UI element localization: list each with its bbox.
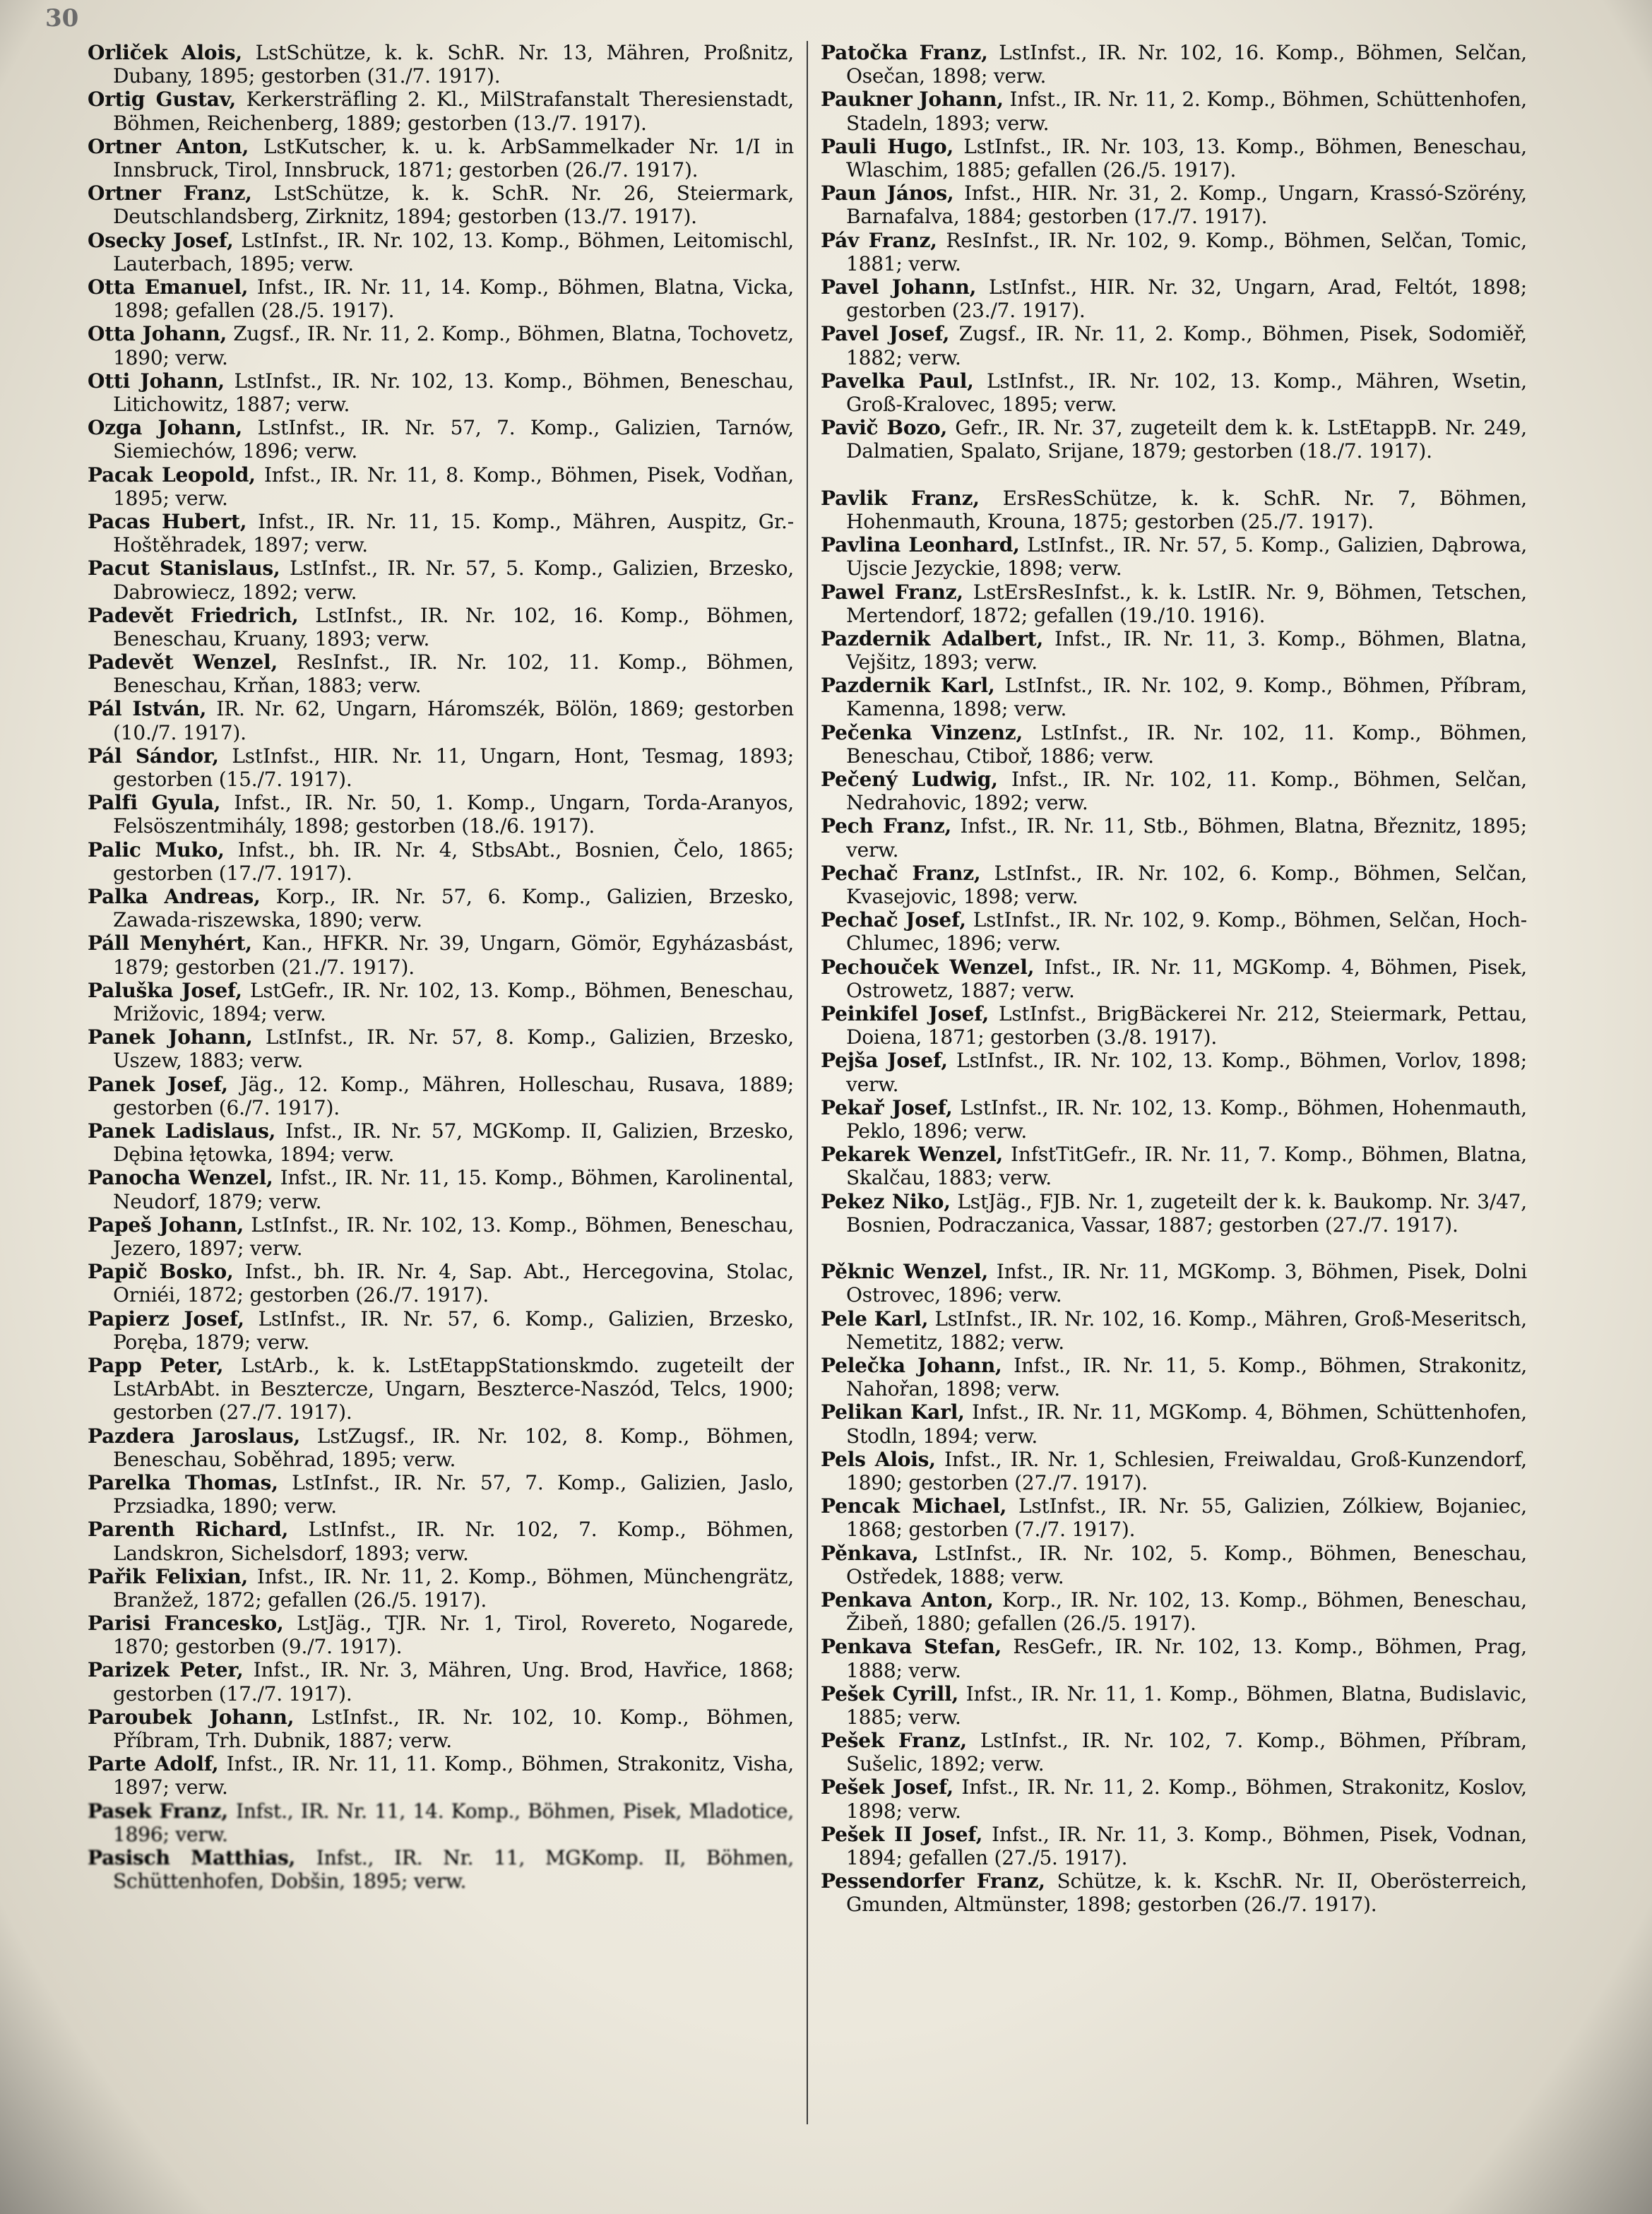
list-item	[821, 1448, 1527, 1494]
list-item	[821, 908, 1527, 955]
list-item	[821, 135, 1527, 181]
list-item	[88, 229, 794, 275]
list-item	[88, 1846, 794, 1893]
entry-details: Kan., HFKR. Nr. 39, Ungarn, Gömör, Egyházasbást, 1879; gestorben (21./7. 1917).	[113, 932, 794, 979]
list-item	[88, 557, 794, 603]
right-column	[821, 41, 1527, 1917]
entry-details: LstInfst., IR. Nr. 57, 5. Komp., Galizien, Brzesko, Dabrowiecz, 1892; verw.	[113, 557, 794, 604]
page-number: 30	[45, 4, 79, 32]
entry-details: Infst., bh. IR. Nr. 4, Sap. Abt., Hercegovina, Stolac, Orniéi, 1872; gestorben (26./7. 1917).	[113, 1260, 794, 1307]
list-item	[821, 369, 1527, 416]
list-item	[821, 1869, 1527, 1916]
entry-details: LstInfst., IR. Nr. 102, 13. Komp., Böhmen, Beneschau, Jezero, 1897; verw.	[113, 1213, 794, 1260]
list-item	[88, 1213, 794, 1260]
list-item	[88, 1025, 794, 1072]
entry-details: Infst., IR. Nr. 11, MGKomp. 4, Böhmen, Pisek, Ostrowetz, 1887; verw.	[846, 955, 1527, 1002]
entry-details: Zugsf., IR. Nr. 11, 2. Komp., Böhmen, Pisek, Sodomiěř, 1882; verw.	[846, 322, 1527, 369]
entry-name: Pavelka Paul,	[821, 369, 974, 393]
list-item	[88, 885, 794, 932]
entry-name: Pasisch Matthias,	[88, 1846, 296, 1870]
entry-name: Pacut Stanislaus,	[88, 557, 280, 581]
entry-name: Pekař Josef,	[821, 1095, 953, 1119]
list-item	[88, 1424, 794, 1471]
entry-name: Panek Ladislaus,	[88, 1119, 276, 1143]
list-item	[821, 487, 1527, 533]
entry-name: Patočka Franz,	[821, 41, 988, 64]
entry-details: Infst., IR. Nr. 102, 11. Komp., Böhmen, Selčan, Nedrahovic, 1892; verw.	[846, 768, 1527, 815]
entry-details: LstInfst., IR. Nr. 102, 5. Komp., Böhmen, Beneschau, Ostředek, 1888; verw.	[846, 1541, 1527, 1588]
entry-name: Pessendorfer Franz,	[821, 1869, 1045, 1893]
entry-name: Ortner Anton,	[88, 134, 249, 158]
left-column	[88, 41, 794, 1893]
list-item	[821, 322, 1527, 369]
entry-name: Ortner Franz,	[88, 181, 252, 206]
list-item	[88, 416, 794, 463]
entry-name: Ozga Johann,	[88, 416, 243, 440]
list-item	[821, 1307, 1527, 1354]
entry-details: LstSchütze, k. k. SchR. Nr. 13, Mähren, Proßnitz, Dubany, 1895; gestorben (31./7. 1917).	[113, 41, 794, 88]
entry-details: LstInfst., IR. Nr. 102, 13. Komp., Mähren, Wsetin, Groß-Kralovec, 1895; verw.	[846, 369, 1527, 416]
entry-name: Pazdera Jaroslaus,	[88, 1424, 301, 1448]
entry-details: LstSchütze, k. k. SchR. Nr. 26, Steiermark, Deutschlandsberg, Zirknitz, 1894; gestorben (13./7. 1917).	[113, 181, 794, 229]
entry-details: LstInfst., IR. Nr. 102, 13. Komp., Böhmen, Hohenmauth, Peklo, 1896; verw.	[846, 1095, 1527, 1143]
entry-details: Infst., IR. Nr. 57, MGKomp. II, Galizien, Brzesko, Dębina łętowka, 1894; verw.	[113, 1119, 794, 1167]
entry-name: Pech Franz,	[821, 814, 952, 838]
entry-name: Pál István,	[88, 697, 207, 721]
entry-name: Padevět Friedrich,	[88, 603, 299, 627]
list-item	[88, 1658, 794, 1705]
list-item	[88, 744, 794, 791]
list-item	[88, 1799, 794, 1846]
entry-name: Pavlina Leonhard,	[821, 533, 1020, 557]
entry-details: ErsResSchütze, k. k. SchR. Nr. 7, Böhmen, Hohenmauth, Krouna, 1875; gestorben (25./7. 1917).	[846, 486, 1527, 533]
entry-name: Papp Peter,	[88, 1353, 224, 1377]
list-item	[88, 1119, 794, 1166]
list-item	[88, 1706, 794, 1752]
entry-name: Pencak Michael,	[821, 1494, 1007, 1518]
entry-details: Infst., IR. Nr. 11, MGKomp. 4, Böhmen, Schüttenhofen, Stodln, 1894; verw.	[846, 1400, 1527, 1448]
entry-name: Pařik Felixian,	[88, 1564, 249, 1588]
entry-details: Infst., IR. Nr. 11, 5. Komp., Böhmen, Strakonitz, Nahořan, 1898; verw.	[846, 1353, 1527, 1401]
list-item	[821, 41, 1527, 88]
entry-name: Pels Alois,	[821, 1447, 936, 1471]
entry-details: Jäg., 12. Komp., Mähren, Holleschau, Rusava, 1889; gestorben (6./7. 1917).	[113, 1072, 794, 1119]
list-item	[88, 838, 794, 885]
list-item	[821, 1260, 1527, 1307]
list-item	[88, 1307, 794, 1354]
entry-details: Schütze, k. k. KschR. Nr. II, Oberösterreich, Gmunden, Altmünster, 1898; gestorben (26./7. 1917).	[846, 1869, 1527, 1917]
list-item	[88, 181, 794, 228]
entry-details: LstInfst., IR. Nr. 102, 9. Komp., Böhmen, Příbram, Kamenna, 1898; verw.	[846, 674, 1527, 721]
entry-details: LstJäg., TJR. Nr. 1, Tirol, Rovereto, Nogarede, 1870; gestorben (9./7. 1917).	[113, 1612, 794, 1659]
entry-details: LstInfst., IR. Nr. 55, Galizien, Zólkiew, Bojaniec, 1868; gestorben (7./7. 1917).	[846, 1494, 1527, 1542]
list-item	[821, 956, 1527, 1002]
entry-name: Pěknic Wenzel,	[821, 1260, 989, 1284]
entry-name: Páv Franz,	[821, 228, 937, 252]
entry-details: Infst., IR. Nr. 11, 2. Komp., Böhmen, Münchengrätz, Branžež, 1872; gefallen (26./5. 1917).	[113, 1564, 794, 1612]
entry-name: Pawel Franz,	[821, 580, 963, 604]
list-item	[821, 581, 1527, 627]
entry-details: Gefr., IR. Nr. 37, zugeteilt dem k. k. LstEtappB. Nr. 249, Dalmatien, Spalato, Srijane, 1879; gestorben (18./7. 1917).	[846, 416, 1527, 463]
entry-details: LstInfst., IR. Nr. 102, 6. Komp., Böhmen, Selčan, Kvasejovic, 1898; verw.	[846, 861, 1527, 909]
list-item	[821, 229, 1527, 275]
entry-name: Pacas Hubert,	[88, 509, 247, 533]
list-item	[821, 768, 1527, 814]
entry-details: LstGefr., IR. Nr. 102, 13. Komp., Böhmen, Beneschau, Mrižovic, 1894; verw.	[113, 978, 794, 1026]
entry-name: Pešek Franz,	[821, 1729, 967, 1753]
entry-details: LstInfst., IR. Nr. 57, 7. Komp., Galizien, Jaslo, Przsiadka, 1890; verw.	[113, 1470, 794, 1518]
entry-details: Infst., IR. Nr. 11, 8. Komp., Böhmen, Pisek, Vodňan, 1895; verw.	[113, 463, 794, 510]
entry-details: LstJäg., FJB. Nr. 1, zugeteilt der k. k. Baukomp. Nr. 3/47, Bosnien, Podraczanica, Vassar, 1887; gestorben (27./7. 1917).	[846, 1189, 1527, 1237]
entry-name: Parenth Richard,	[88, 1518, 289, 1542]
entry-details: Infst., IR. Nr. 11, 14. Komp., Böhmen, Blatna, Vicka, 1898; gefallen (28./5. 1917).	[113, 275, 794, 323]
list-item	[821, 1542, 1527, 1588]
entry-details: Infst., HIR. Nr. 31, 2. Komp., Ungarn, Krassó-Szörény, Barnafalva, 1884; gestorben (17./7. 1917).	[846, 181, 1527, 229]
entry-name: Ortig Gustav,	[88, 88, 237, 112]
list-item	[821, 181, 1527, 228]
entry-name: Pechač Josef,	[821, 908, 966, 932]
entry-name: Pál Sándor,	[88, 744, 219, 768]
entry-name: Pechouček Wenzel,	[821, 955, 1035, 979]
entry-name: Otta Johann,	[88, 322, 227, 346]
entry-details: LstInfst., IR. Nr. 102, 13. Komp., Böhmen, Beneschau, Litichowitz, 1887; verw.	[113, 369, 794, 416]
entry-name: Osecky Josef,	[88, 228, 234, 252]
entry-details: Infst., IR. Nr. 11, MGKomp. II, Böhmen, Schüttenhofen, Dobšin, 1895; verw.	[113, 1846, 794, 1893]
list-item	[821, 1049, 1527, 1095]
entry-details: Kerkersträfling 2. Kl., MilStrafanstalt Theresienstadt, Böhmen, Reichenberg, 1889; gestorben (13./7. 1917).	[113, 88, 794, 135]
entry-details: LstInfst., IR. Nr. 102, 10. Komp., Böhmen, Příbram, Trh. Dubnik, 1887; verw.	[113, 1705, 794, 1753]
entry-name: Pekarek Wenzel,	[821, 1143, 1004, 1167]
entry-details: LstInfst., IR. Nr. 102, 16. Komp., Böhmen, Selčan, Osečan, 1898; verw.	[846, 41, 1527, 88]
list-item	[821, 1400, 1527, 1447]
entry-name: Papierz Josef,	[88, 1307, 244, 1331]
entry-details: LstKutscher, k. u. k. ArbSammelkader Nr. 1/I in Innsbruck, Tirol, Innsbruck, 1871; gestorben (26./7. 1917).	[113, 134, 794, 181]
entry-details: LstInfst., IR. Nr. 57, 8. Komp., Galizien, Brzesko, Uszew, 1883; verw.	[113, 1025, 794, 1073]
list-item	[88, 1565, 794, 1612]
list-item	[88, 1354, 794, 1424]
entry-name: Panocha Wenzel,	[88, 1166, 273, 1190]
entry-details: LstInfst., IR. Nr. 102, 7. Komp., Böhmen, Landskron, Sichelsdorf, 1893; verw.	[113, 1518, 794, 1565]
list-item	[821, 1190, 1527, 1261]
entry-details: LstInfst., HIR. Nr. 11, Ungarn, Hont, Tesmag, 1893; gestorben (15./7. 1917).	[113, 744, 794, 792]
list-item	[821, 88, 1527, 134]
entry-name: Pavel Josef,	[821, 322, 950, 346]
entry-details: LstArb., k. k. LstEtappStationskmdo. zugeteilt der LstArbAbt. in Besztercze, Ungarn, Beszterce-Naszód, Telcs, 1900; gestorben (27./7. 1917).	[113, 1353, 794, 1424]
list-item	[88, 1612, 794, 1658]
entry-name: Páll Menyhért,	[88, 932, 252, 956]
entry-details: Infst., bh. IR. Nr. 4, StbsAbt., Bosnien, Čelo, 1865; gestorben (17./7. 1917).	[113, 838, 794, 885]
entry-details: LstInfst., IR. Nr. 102, 7. Komp., Böhmen, Příbram, Sušelic, 1892; verw.	[846, 1729, 1527, 1776]
list-item	[821, 1002, 1527, 1049]
entry-name: Pečený Ludwig,	[821, 768, 998, 792]
list-item	[88, 1073, 794, 1119]
entry-details: Infst., IR. Nr. 50, 1. Komp., Ungarn, Torda-Aranyos, Felsöszentmihály, 1898; gestorben (18./6. 1917).	[113, 791, 794, 838]
entry-details: Korp., IR. Nr. 57, 6. Komp., Galizien, Brzesko, Zawada-riszewska, 1890; verw.	[113, 885, 794, 932]
list-item	[88, 41, 794, 88]
list-item	[88, 369, 794, 416]
entry-details: ResGefr., IR. Nr. 102, 13. Komp., Böhmen, Prag, 1888; verw.	[846, 1635, 1527, 1682]
entry-details: Infst., IR. Nr. 11, 2. Komp., Böhmen, Schüttenhofen, Stadeln, 1893; verw.	[846, 88, 1527, 135]
entry-name: Pazdernik Karl,	[821, 674, 995, 698]
entry-details: LstInfst., BrigBäckerei Nr. 212, Steiermark, Pettau, Doiena, 1871; gestorben (3./8. 1917).	[846, 1002, 1527, 1049]
list-item	[88, 1166, 794, 1213]
entry-details: LstInfst., IR. Nr. 102, 16. Komp., Böhmen, Beneschau, Kruany, 1893; verw.	[113, 603, 794, 650]
entry-name: Paukner Johann,	[821, 88, 1004, 112]
entry-name: Pešek Josef,	[821, 1775, 953, 1799]
entry-details: ResInfst., IR. Nr. 102, 9. Komp., Böhmen, Selčan, Tomic, 1881; verw.	[846, 228, 1527, 275]
list-item	[88, 604, 794, 650]
list-item	[821, 275, 1527, 322]
entry-name: Papeš Johann,	[88, 1213, 244, 1237]
list-item	[88, 1518, 794, 1564]
entry-details: LstInfst., IR. Nr. 102, 13. Komp., Böhmen, Leitomischl, Lauterbach, 1895; verw.	[113, 228, 794, 275]
entry-name: Parte Adolf,	[88, 1752, 219, 1776]
entry-details: Infst., IR. Nr. 11, MGKomp. 3, Böhmen, Pisek, Dolni Ostrovec, 1896; verw.	[846, 1260, 1527, 1307]
list-item	[821, 721, 1527, 768]
entry-details: Infst., IR. Nr. 1, Schlesien, Freiwaldau, Groß-Kunzendorf, 1890; gestorben (27./7. 1917).	[846, 1447, 1527, 1494]
entry-details: Infst., IR. Nr. 3, Mähren, Ung. Brod, Havřice, 1868; gestorben (17./7. 1917).	[113, 1658, 794, 1706]
entry-name: Pechač Franz,	[821, 861, 981, 885]
entry-name: Pacak Leopold,	[88, 463, 256, 487]
entry-name: Pěnkava,	[821, 1541, 919, 1565]
entry-name: Pele Karl,	[821, 1307, 929, 1331]
entry-name: Pešek II Josef,	[821, 1822, 983, 1846]
list-item	[88, 1471, 794, 1518]
entry-name: Pazdernik Adalbert,	[821, 626, 1044, 650]
list-item	[821, 1588, 1527, 1635]
entry-details: Infst., IR. Nr. 11, 3. Komp., Böhmen, Blatna, Vejšitz, 1893; verw.	[846, 626, 1527, 674]
entry-details: Infst., IR. Nr. 11, 2. Komp., Böhmen, Strakonitz, Koslov, 1898; verw.	[846, 1775, 1527, 1823]
entry-name: Orliček Alois,	[88, 41, 242, 64]
list-item	[88, 1260, 794, 1307]
entry-name: Palfi Gyula,	[88, 791, 221, 815]
list-item	[821, 1823, 1527, 1869]
list-item	[821, 814, 1527, 861]
list-item	[88, 88, 794, 134]
entry-name: Parizek Peter,	[88, 1658, 244, 1682]
entry-name: Padevět Wenzel,	[88, 650, 278, 674]
entry-details: Infst., IR. Nr. 11, 15. Komp., Böhmen, Karolinental, Neudorf, 1879; verw.	[113, 1166, 794, 1213]
entry-name: Parelka Thomas,	[88, 1470, 278, 1494]
entry-name: Otta Emanuel,	[88, 275, 249, 299]
entry-name: Pavič Bozo,	[821, 416, 948, 440]
list-item	[821, 1682, 1527, 1729]
list-item	[821, 1635, 1527, 1682]
entry-name: Panek Johann,	[88, 1025, 253, 1049]
entry-name: Paluška Josef,	[88, 978, 242, 1002]
list-item	[821, 1143, 1527, 1189]
entry-details: LstInfst., HIR. Nr. 32, Ungarn, Arad, Feltót, 1898; gestorben (23./7. 1917).	[846, 275, 1527, 323]
list-item	[821, 533, 1527, 580]
entry-name: Pavlik Franz,	[821, 486, 980, 510]
entry-details: Infst., IR. Nr. 11, 14. Komp., Böhmen, Pisek, Mladotice, 1896; verw.	[113, 1799, 794, 1846]
entry-details: LstInfst., IR. Nr. 57, 7. Komp., Galizien, Tarnów, Siemiechów, 1896; verw.	[113, 416, 794, 463]
entry-details: LstInfst., IR. Nr. 57, 6. Komp., Galizien, Brzesko, Poręba, 1879; verw.	[113, 1307, 794, 1354]
entry-details: Infst., IR. Nr. 11, 1. Komp., Böhmen, Blatna, Budislavic, 1885; verw.	[846, 1682, 1527, 1729]
entry-name: Pečenka Vinzenz,	[821, 720, 1023, 744]
list-item	[821, 1775, 1527, 1822]
entry-name: Penkava Anton,	[821, 1588, 994, 1612]
entry-name: Paun János,	[821, 181, 954, 206]
entry-name: Palka Andreas,	[88, 885, 261, 909]
list-item	[88, 275, 794, 322]
entry-name: Pejša Josef,	[821, 1049, 948, 1073]
list-item	[88, 135, 794, 181]
entry-name: Peinkifel Josef,	[821, 1002, 990, 1026]
list-item	[88, 322, 794, 369]
list-item	[821, 1354, 1527, 1400]
entry-name: Pelečka Johann,	[821, 1353, 1002, 1377]
entry-name: Otti Johann,	[88, 369, 225, 393]
entry-details: LstInfst., IR. Nr. 102, 11. Komp., Böhmen, Beneschau, Ctiboř, 1886; verw.	[846, 720, 1527, 768]
entry-name: Pešek Cyrill,	[821, 1682, 959, 1706]
entry-name: Pavel Johann,	[821, 275, 977, 299]
entry-name: Paroubek Johann,	[88, 1705, 295, 1729]
entry-details: LstErsResInfst., k. k. LstIR. Nr. 9, Böhmen, Tetschen, Mertendorf, 1872; gefallen (19./10. 1916).	[846, 580, 1527, 627]
entry-details: IR. Nr. 62, Ungarn, Háromszék, Bölön, 1869; gestorben (10./7. 1917).	[113, 697, 794, 744]
column-divider	[807, 41, 808, 2124]
entry-details: Infst., IR. Nr. 11, 11. Komp., Böhmen, Strakonitz, Visha, 1897; verw.	[113, 1752, 794, 1799]
entry-details: Infst., IR. Nr. 11, Stb., Böhmen, Blatna, Březnitz, 1895; verw.	[846, 814, 1527, 862]
entry-details: LstZugsf., IR. Nr. 102, 8. Komp., Böhmen, Beneschau, Soběhrad, 1895; verw.	[113, 1424, 794, 1471]
list-item	[88, 650, 794, 697]
entry-details: InfstTitGefr., IR. Nr. 11, 7. Komp., Böhmen, Blatna, Skalčau, 1883; verw.	[846, 1143, 1527, 1190]
list-item	[821, 674, 1527, 720]
entry-details: LstInfst., IR. Nr. 102, 9. Komp., Böhmen, Selčan, Hoch-Chlumec, 1896; verw.	[846, 908, 1527, 956]
entry-name: Pekez Niko,	[821, 1189, 951, 1213]
list-item	[88, 979, 794, 1025]
entry-name: Penkava Stefan,	[821, 1635, 1002, 1659]
entry-details: LstInfst., IR. Nr. 103, 13. Komp., Böhmen, Beneschau, Wlaschim, 1885; gefallen (26./5. 1917).	[846, 134, 1527, 181]
entry-details: Korp., IR. Nr. 102, 13. Komp., Böhmen, Beneschau, Žibeň, 1880; gefallen (26./5. 1917).	[846, 1588, 1527, 1636]
list-item	[88, 791, 794, 838]
list-item	[88, 1752, 794, 1799]
entry-details: LstInfst., IR. Nr. 102, 16. Komp., Mähren, Groß-Meseritsch, Nemetitz, 1882; verw.	[846, 1307, 1527, 1354]
entry-name: Papič Bosko,	[88, 1260, 234, 1284]
entry-details: LstInfst., IR. Nr. 102, 13. Komp., Böhmen, Vorlov, 1898; verw.	[846, 1049, 1527, 1096]
list-item	[88, 932, 794, 978]
entry-details: Infst., IR. Nr. 11, 15. Komp., Mähren, Auspitz, Gr.-Hoštěhradek, 1897; verw.	[113, 509, 794, 557]
list-item	[821, 627, 1527, 674]
entry-details: ResInfst., IR. Nr. 102, 11. Komp., Böhmen, Beneschau, Krňan, 1883; verw.	[113, 650, 794, 698]
list-item	[88, 510, 794, 557]
list-item	[821, 862, 1527, 908]
list-item	[821, 416, 1527, 487]
list-item	[821, 1494, 1527, 1541]
entry-name: Pasek Franz,	[88, 1799, 228, 1823]
list-item	[821, 1729, 1527, 1775]
entry-details: Infst., IR. Nr. 11, 3. Komp., Böhmen, Pisek, Vodnan, 1894; gefallen (27./5. 1917).	[846, 1822, 1527, 1870]
entry-name: Pauli Hugo,	[821, 134, 954, 158]
entry-name: Parisi Francesko,	[88, 1612, 284, 1636]
entry-name: Palic Muko,	[88, 838, 225, 862]
entry-name: Panek Josef,	[88, 1072, 228, 1096]
entry-details: Zugsf., IR. Nr. 11, 2. Komp., Böhmen, Blatna, Tochovetz, 1890; verw.	[113, 322, 794, 369]
list-item	[88, 463, 794, 510]
entry-name: Pelikan Karl,	[821, 1400, 965, 1424]
list-item	[821, 1096, 1527, 1143]
entry-details: LstInfst., IR. Nr. 57, 5. Komp., Galizien, Dąbrowa, Ujscie Jezyckie, 1898; verw.	[846, 533, 1527, 581]
list-item	[88, 697, 794, 744]
